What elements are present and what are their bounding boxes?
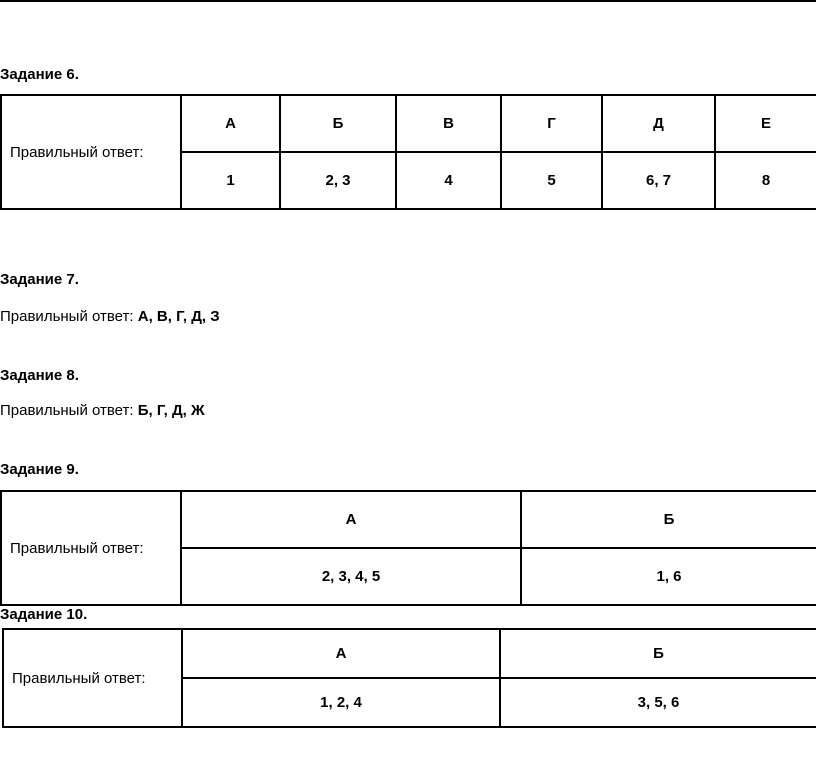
task6-letter-b: Б	[280, 95, 396, 152]
task7-answer: А, В, Г, Д, З	[137, 308, 220, 325]
task10-table	[2, 628, 816, 728]
task10-answer-a: 1, 2, 4	[182, 678, 500, 727]
task8-answer: Б, Г, Д, Ж	[137, 402, 205, 419]
task8-label: Правильный ответ:	[0, 402, 134, 419]
task6-letter-d: Д	[602, 95, 715, 152]
task10-label: Правильный ответ:	[3, 629, 182, 727]
task6-answer-e: 8	[715, 152, 816, 209]
task6-answer-g: 5	[501, 152, 602, 209]
task6-letter-a: А	[181, 95, 280, 152]
task9-heading: Задание 9.	[0, 461, 79, 478]
task7-answer-line	[0, 308, 220, 326]
task10-answer-b: 3, 5, 6	[500, 678, 816, 727]
top-rule	[0, 0, 816, 2]
task8-answer-line	[0, 402, 205, 420]
task6-answer-a: 1	[181, 152, 280, 209]
task10-letter-a: А	[182, 629, 500, 678]
task9-letter-a: А	[181, 491, 521, 548]
task6-answer-b: 2, 3	[280, 152, 396, 209]
task6-letter-v: В	[396, 95, 501, 152]
task7-heading: Задание 7.	[0, 271, 79, 288]
task6-answer-d: 6, 7	[602, 152, 715, 209]
task9-table	[0, 490, 816, 606]
task6-letter-e: Е	[715, 95, 816, 152]
task8-heading: Задание 8.	[0, 367, 79, 384]
task9-answer-b: 1, 6	[521, 548, 816, 605]
task9-letter-b: Б	[521, 491, 816, 548]
task9-label: Правильный ответ:	[1, 491, 181, 605]
task6-letter-g: Г	[501, 95, 602, 152]
task7-label: Правильный ответ:	[0, 308, 134, 325]
task6-heading: Задание 6.	[0, 66, 79, 83]
task6-table	[0, 94, 816, 210]
task9-answer-a: 2, 3, 4, 5	[181, 548, 521, 605]
task6-answer-v: 4	[396, 152, 501, 209]
task10-letter-b: Б	[500, 629, 816, 678]
task10-heading: Задание 10.	[0, 606, 88, 623]
task6-label: Правильный ответ:	[1, 95, 181, 209]
